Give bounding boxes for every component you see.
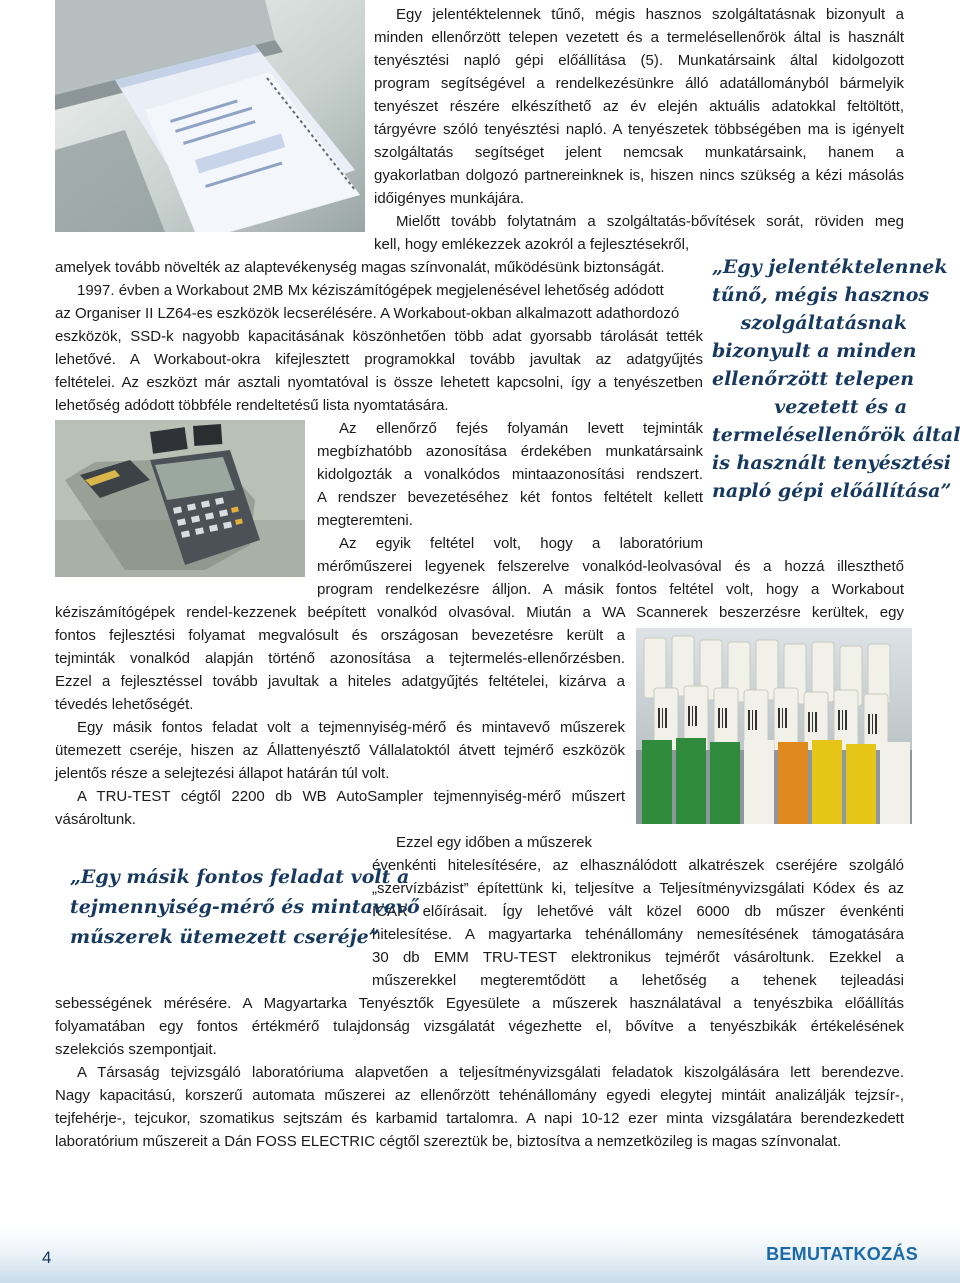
text-line: gyakorlatban dolgozó partnereinknek is, hiszen nincs szükség a kézi másolás bbox=[374, 167, 904, 184]
tenyesztesi-naplo-photo bbox=[55, 0, 365, 232]
section-title: BEMUTATKOZÁS bbox=[766, 1244, 918, 1264]
text-line: ütemezett cseréje, hiszen az Állattenyésztő Vállalatoktól átvett tejmérő eszközök bbox=[55, 742, 625, 759]
workabout-device-photo bbox=[55, 420, 305, 577]
text-line: szolgáltatás segítséget jelent nemcsak munkatársaink, hanem a bbox=[374, 144, 904, 161]
text-line: A TRU-TEST cégtől 2200 db WB AutoSampler tejmennyiség-mérő műszert bbox=[77, 788, 625, 805]
text-line: 30 db EMM TRU-TEST elektronikus tejmérőt vásároltunk. Ezekkel a bbox=[372, 949, 904, 966]
text-line: program rendelkezésre álljon. A másik fontos feltétel volt, hogy a Workabout bbox=[317, 581, 904, 598]
text-line: eszközök, SSD-k nagyobb kapacitásának köszönhetően több adat gyorsabb tárolását tették bbox=[55, 328, 703, 345]
text-line: időigényes munkájára. bbox=[374, 190, 525, 207]
page-number: 4 bbox=[42, 1248, 52, 1267]
text-line: tejminták vonalkód alapján történő azonosítása a tejtermelés-ellenőrzésben. bbox=[55, 650, 625, 667]
pull-quote-line: szolgáltatásnak bbox=[740, 312, 907, 334]
text-line: folyamatában egy fontos értékmérő tulajdonság vizsgálatát végezhette el, bővítve a tenyészbikák értékelésének bbox=[55, 1018, 904, 1035]
text-line: program segítségével a rendelkezésünkre álló adatállományból bármelyik bbox=[374, 75, 904, 92]
text-line: Egy másik fontos feladat volt a tejmennyiség-mérő és mintavevő műszerek bbox=[77, 719, 625, 736]
text-line: 1997. évben a Workabout 2MB Mx kéziszámítógépek megjelenésével lehetőség adódott bbox=[77, 282, 664, 299]
text-line: Ezzel egy időben a műszerek bbox=[396, 834, 592, 851]
pull-quote-line: tejmennyiség-mérő és mintavevő bbox=[70, 896, 420, 918]
text-line: Mielőtt tovább folytatnám a szolgáltatás-bővítések sorát, röviden meg bbox=[396, 213, 904, 230]
pull-quote-line: termelésellenőrök által bbox=[712, 424, 960, 446]
text-line: A Társaság tejvizsgáló laboratóriuma alapvetően a teljesítményvizsgálati feladatok kiszolgálására lett berendezve. bbox=[77, 1064, 904, 1081]
milk-sample-tubes-photo bbox=[636, 628, 912, 824]
text-line: laboratórium műszereit a Dán FOSS ELECTRIC cégtől szereztük be, biztosítva a nemzetközileg is magas színvonalat. bbox=[55, 1133, 842, 1150]
pull-quote-line: is használt tenyésztési bbox=[712, 452, 951, 474]
pull-quote-line: bizonyult a minden bbox=[712, 340, 917, 362]
text-line: kidolgozták a vonalkódos mintaazonosítási rendszert. bbox=[317, 466, 703, 483]
text-line: szelekciós szempontjait. bbox=[55, 1041, 217, 1058]
text-line: tenyészet részére elkészíthető az év elején aktuális adatokkal feltöltött, bbox=[374, 98, 904, 115]
text-line: sebességének mérésére. A Magyartarka Tenyésztők Egyesülete a műszerek használatával a tenyészbika előállítás bbox=[55, 995, 904, 1012]
text-line: ICAR előírásait. Így lehetővé vált közel 6000 db műszer évenkénti bbox=[372, 903, 904, 920]
text-line: tévedés lehetőségét. bbox=[55, 696, 194, 713]
pull-quote-line: vezetett és a bbox=[774, 396, 907, 418]
text-line: kéziszámítógépek rendel-kezzenek beépített vonalkód olvasóval. Miután a WA Scannerek beszerzésre kerültek, egy bbox=[55, 604, 904, 621]
text-line: Nagy kapacitású, korszerű automata műszerei az ellenőrzött tehénállomány egyedi elegytej mintáit analizálják tejzsír-, bbox=[55, 1087, 904, 1104]
pull-quote-line: műszerek ütemezett cseréje” bbox=[70, 926, 380, 948]
text-line: „szervízbázist” építettünk ki, teljesítve a Teljesítményvizsgálati Kódex és az bbox=[372, 880, 904, 897]
text-line: tejfehérje-, tejcukor, szomatikus sejtszám és karbamid tartalomra. A napi 10-12 ezer minta vizsgálatára berendezkedett bbox=[55, 1110, 904, 1127]
text-line: Az egyik feltétel volt, hogy a laboratórium bbox=[339, 535, 703, 552]
text-line: megteremteni. bbox=[317, 512, 413, 529]
text-line: Az ellenőrző fejés folyamán levett tejminták bbox=[339, 420, 703, 437]
text-line: A rendszer bevezetéséhez két fontos feltételt kellett bbox=[317, 489, 703, 506]
pull-quote-2 bbox=[70, 862, 420, 952]
text-line: hitelesítése. A magyartarka tehénállomány nemesítésének támogatására bbox=[372, 926, 904, 943]
pull-quote-line: napló gépi előállítása” bbox=[712, 480, 952, 502]
text-line: vásároltunk. bbox=[55, 811, 136, 828]
text-line: minden ellenőrzött telepen vezetett és a termelésellenőrök által is használt bbox=[374, 29, 904, 46]
text-line: amelyek tovább növelték az alaptevékenység magas színvonalát, működésünk biztonságát. bbox=[55, 259, 665, 276]
text-line: tárgyévre szóló tenyésztési napló. A tenyészetek többségében ma is igényelt bbox=[374, 121, 904, 138]
text-line: feltételei. Az eszközt már asztali nyomtatóval is össze lehetett kapcsolni, így a tenyészetben bbox=[55, 374, 703, 391]
text-line: mérőműszerei legyenek felszerelve vonalkód-leolvasóval és a hozzá illeszthető bbox=[317, 558, 904, 575]
pull-quote-line: „Egy másik fontos feladat volt a bbox=[70, 866, 410, 888]
pull-quote-line: ellenőrzött telepen bbox=[712, 368, 915, 390]
text-line: lehetőség adódott többféle rendeltetésű lista nyomtatására. bbox=[55, 397, 449, 414]
pull-quote-1 bbox=[712, 253, 960, 505]
pull-quote-line: tűnő, mégis hasznos bbox=[712, 284, 930, 306]
text-line: megbízhatóbb azonosítása érdekében munkatársaink bbox=[317, 443, 703, 460]
text-line: tenyésztési napló gépi előállítása (5). Munkatársaink által kidolgozott bbox=[374, 52, 904, 69]
text-line: fontos fejlesztési folyamat megvalósult és országosan bevezetésre került a bbox=[55, 627, 625, 644]
text-line: jelentős része a selejtezési állapot határán túl volt. bbox=[55, 765, 390, 782]
pull-quote-line: „Egy jelentéktelennek bbox=[712, 256, 948, 278]
text-line: kell, hogy emlékezzek azokról a fejlesztésekről, bbox=[374, 236, 690, 253]
text-line: az Organiser II LZ64-es eszközök lecserélésére. A Workabout-okban alkalmazott adathordozó bbox=[55, 305, 680, 322]
text-line: évenkénti hitelesítésére, az elhasználódott alkatrészek cseréjére szolgáló bbox=[372, 857, 904, 874]
text-line: műszerekkel megteremtődött a lehetőség a tehenek tejleadási bbox=[372, 972, 904, 989]
text-line: lehetővé. A Workabout-okra kifejlesztett programokkal tovább javultak az adatgyűjtés bbox=[55, 351, 703, 368]
text-line: Ezzel a fejlesztéssel tovább javultak a hiteles adatgyűjtés feltételei, kizárva a bbox=[55, 673, 625, 690]
text-line: Egy jelentéktelennek tűnő, mégis hasznos szolgáltatásnak bizonyult a bbox=[396, 6, 904, 23]
